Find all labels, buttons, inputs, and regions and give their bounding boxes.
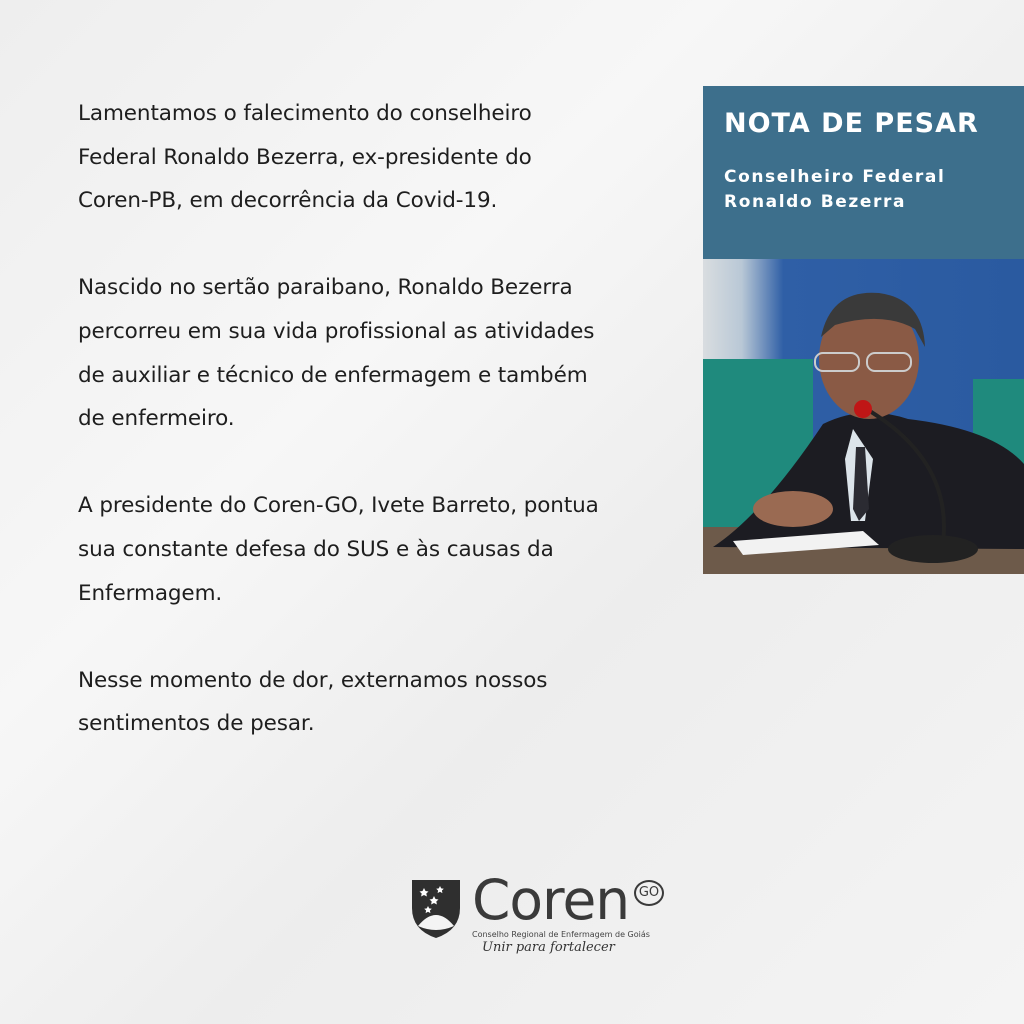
paragraph-1: Lamentamos o falecimento do conselheiro Federal Ronaldo Bezerra, ex-presidente do Coren-PB, em decorrência da Covid-19.	[78, 101, 532, 214]
logo-region: GO	[634, 880, 664, 906]
logo-tagline: Conselho Regional de Enfermagem de Goiás	[472, 930, 650, 939]
portrait-photo	[703, 259, 1024, 574]
memorial-subtitle: Conselheiro Federal Ronaldo Bezerra	[724, 167, 946, 212]
memorial-header	[703, 86, 1024, 259]
condolence-text	[78, 92, 678, 790]
paragraph-4: Nesse momento de dor, externamos nossos sentimentos de pesar.	[78, 667, 548, 737]
paragraph-2: Nascido no sertão paraibano, Ronaldo Bezerra percorreu em sua vida profissional as atividades de auxiliar e técnico de enfermagem e também de enfermeiro.	[78, 275, 595, 432]
logo-name: Coren	[472, 868, 630, 932]
paragraph-3: A presidente do Coren-GO, Ivete Barreto, pontua sua constante defesa do SUS e às causas da Enfermagem.	[78, 493, 599, 606]
memorial-title: NOTA DE PESAR	[724, 108, 979, 139]
coren-logo	[410, 868, 670, 964]
coren-emblem-icon	[410, 878, 462, 940]
memorial-panel	[703, 86, 1024, 574]
logo-slogan: Unir para fortalecer	[482, 940, 615, 955]
